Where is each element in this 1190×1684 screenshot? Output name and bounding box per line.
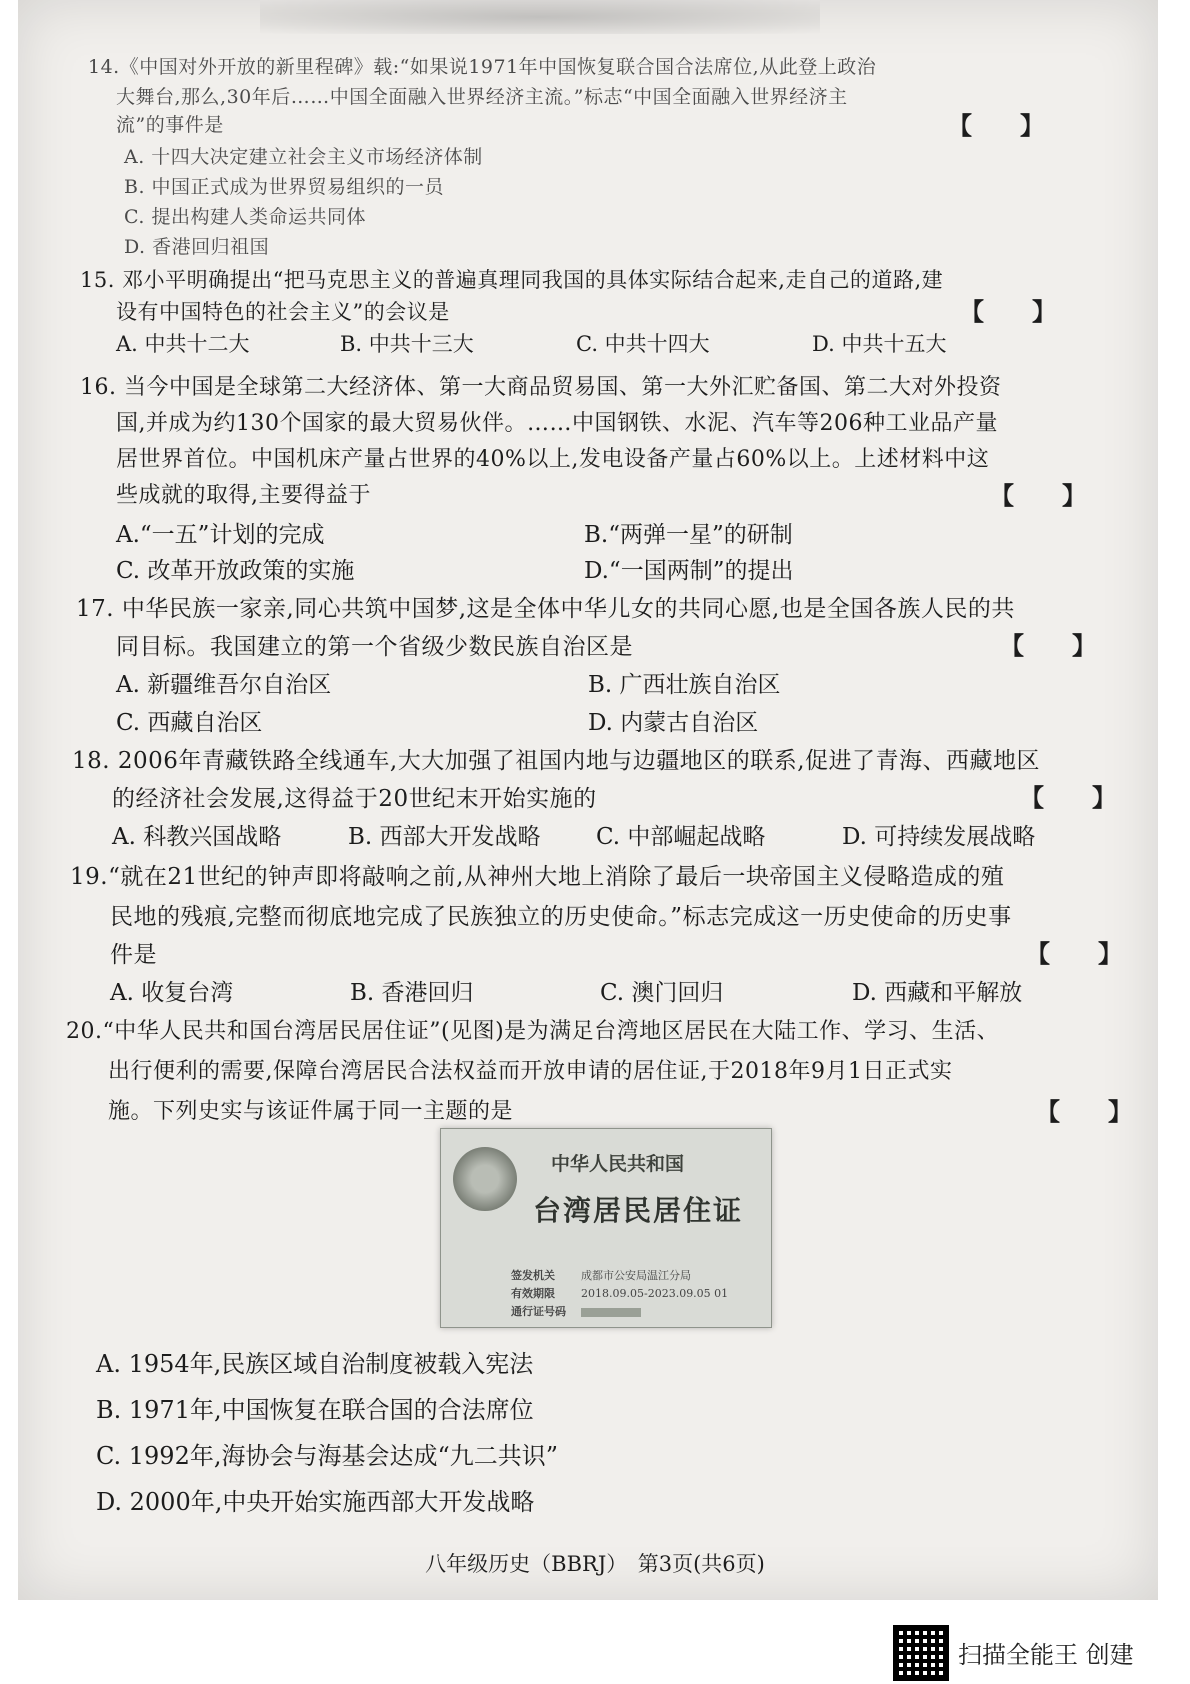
q15-line2: 设有中国特色的社会主义”的会议是 <box>116 300 450 324</box>
q18-option-d: D. 可持续发展战略 <box>842 824 1036 850</box>
qr-code-icon <box>893 1625 949 1681</box>
q20-option-b: B. 1971年,中国恢复在联合国的合法席位 <box>96 1396 534 1424</box>
residence-permit-card-image <box>440 1128 772 1328</box>
card-pass-row <box>511 1303 641 1319</box>
q20-bracket: 【 】 <box>1036 1097 1132 1126</box>
q15-option-a: A. 中共十二大 <box>116 332 250 356</box>
scanner-watermark: 扫描全能王 创建 <box>958 1641 1134 1669</box>
q20-option-d: D. 2000年,中央开始实施西部大开发战略 <box>96 1488 535 1516</box>
q16-bracket: 【 】 <box>990 481 1086 510</box>
card-valid-value: 2018.09.05-2023.09.05 01 <box>581 1287 729 1300</box>
card-issuer-row <box>511 1267 691 1283</box>
q15-option-c: C. 中共十四大 <box>576 332 710 356</box>
q19-option-b: B. 香港回归 <box>350 980 474 1006</box>
q18-bracket: 【 】 <box>1020 783 1116 812</box>
national-emblem-icon <box>453 1147 517 1211</box>
q15-line1: 15. 邓小平明确提出“把马克思主义的普遍真理同我国的具体实际结合起来,走自己的道路,建 <box>80 268 944 292</box>
q16-option-d: D.“一国两制”的提出 <box>584 558 794 584</box>
q18-line2: 的经济社会发展,这得益于20世纪末开始实施的 <box>112 786 597 812</box>
card-pass-label: 通行证号码 <box>511 1305 566 1318</box>
q15-bracket: 【 】 <box>960 297 1056 326</box>
page-footer: 八年级历史（BBRJ） 第3页(共6页) <box>425 1552 765 1576</box>
q16-option-a: A.“一五”计划的完成 <box>116 522 325 548</box>
card-valid-label: 有效期限 <box>511 1287 555 1300</box>
q17-bracket: 【 】 <box>1000 631 1096 660</box>
q18-option-b: B. 西部大开发战略 <box>348 824 541 850</box>
card-valid-row <box>511 1285 728 1301</box>
q14-line2: 大舞台,那么,30年后……中国全面融入世界经济主流。”标志“中国全面融入世界经济主 <box>116 86 848 108</box>
q16-line1: 16. 当今中国是全球第二大经济体、第一大商品贸易国、第一大外汇贮备国、第二大对外投资 <box>80 375 1002 400</box>
q20-option-a: A. 1954年,民族区域自治制度被载入宪法 <box>96 1350 534 1378</box>
q19-line1: 19.“就在21世纪的钟声即将敲响之前,从神州大地上消除了最后一块帝国主义侵略造成的殖 <box>70 864 1005 890</box>
q17-option-c: C. 西藏自治区 <box>116 710 263 736</box>
q17-option-b: B. 广西壮族自治区 <box>588 672 781 698</box>
q14-option-a: A. 十四大决定建立社会主义市场经济体制 <box>124 146 483 168</box>
q19-line2: 民地的残痕,完整而彻底地完成了民族独立的历史使命。”标志完成这一历史使命的历史事 <box>110 904 1012 930</box>
q15-option-b: B. 中共十三大 <box>340 332 474 356</box>
card-issuer-value: 成都市公安局温江分局 <box>581 1269 691 1282</box>
q14-line1: 14.《中国对外开放的新里程碑》载:“如果说1971年中国恢复联合国合法席位,从此登上政治 <box>88 56 877 78</box>
scan-shadow <box>260 0 820 34</box>
q14-option-c: C. 提出构建人类命运共同体 <box>124 206 366 228</box>
q16-option-c: C. 改革开放政策的实施 <box>116 558 355 584</box>
q20-line1: 20.“中华人民共和国台湾居民居住证”(见图)是为满足台湾地区居民在大陆工作、学习、生活、 <box>66 1019 1000 1044</box>
q17-line2: 同目标。我国建立的第一个省级少数民族自治区是 <box>116 634 633 660</box>
q18-line1: 18. 2006年青藏铁路全线通车,大大加强了祖国内地与边疆地区的联系,促进了青海、西藏地区 <box>72 748 1041 774</box>
card-pass-value-redacted <box>581 1308 641 1317</box>
q14-line3: 流”的事件是 <box>116 114 224 136</box>
card-title-line1: 中华人民共和国 <box>551 1153 685 1175</box>
q18-option-a: A. 科教兴国战略 <box>112 824 282 850</box>
q19-option-d: D. 西藏和平解放 <box>852 980 1023 1006</box>
q16-line4: 些成就的取得,主要得益于 <box>116 483 371 508</box>
q14-bracket: 【 】 <box>948 111 1044 140</box>
card-title-line2: 台湾居民居住证 <box>533 1194 744 1227</box>
q20-line2: 出行便利的需要,保障台湾居民合法权益而开放申请的居住证,于2018年9月1日正式实 <box>108 1059 953 1084</box>
q16-option-b: B.“两弹一星”的研制 <box>584 522 793 548</box>
card-issuer-label: 签发机关 <box>511 1269 555 1282</box>
q14-option-d: D. 香港回归祖国 <box>124 236 270 258</box>
q18-option-c: C. 中部崛起战略 <box>596 824 766 850</box>
q14-option-b: B. 中国正式成为世界贸易组织的一员 <box>124 176 445 198</box>
q19-option-a: A. 收复台湾 <box>110 980 234 1006</box>
q16-line3: 居世界首位。中国机床产量占世界的40%以上,发电设备产量占60%以上。上述材料中这 <box>116 447 990 472</box>
q17-line1: 17. 中华民族一家亲,同心共筑中国梦,这是全体中华儿女的共同心愿,也是全国各族人民的共 <box>76 596 1015 622</box>
q16-line2: 国,并成为约130个国家的最大贸易伙伴。……中国钢铁、水泥、汽车等206种工业品产量 <box>116 411 998 436</box>
q20-line3: 施。下列史实与该证件属于同一主题的是 <box>108 1099 514 1124</box>
q19-line3: 件是 <box>110 942 157 968</box>
q19-option-c: C. 澳门回归 <box>600 980 724 1006</box>
q19-bracket: 【 】 <box>1026 939 1122 968</box>
q20-option-c: C. 1992年,海协会与海基会达成“九二共识” <box>96 1442 559 1470</box>
q17-option-d: D. 内蒙古自治区 <box>588 710 759 736</box>
q17-option-a: A. 新疆维吾尔自治区 <box>116 672 332 698</box>
q15-option-d: D. 中共十五大 <box>812 332 947 356</box>
